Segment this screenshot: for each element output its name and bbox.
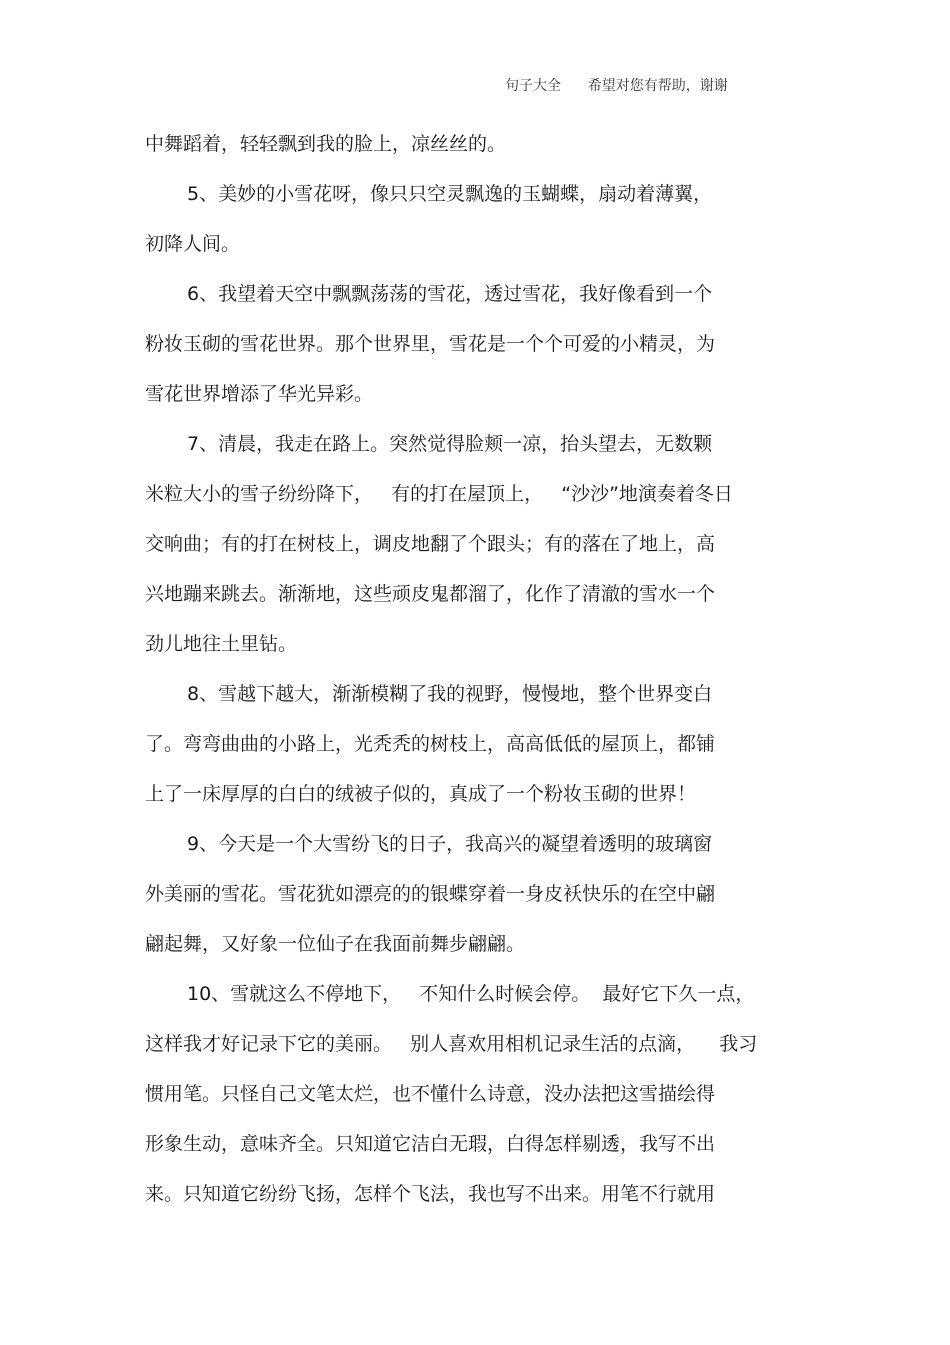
text-line: 上了一床厚厚的白白的绒被子似的，真成了一个粉妆玉砌的世界！ bbox=[145, 783, 697, 805]
text-line: 翩起舞，又好象一位仙子在我面前舞步翩翩。 bbox=[145, 933, 526, 955]
text-line: 米粒大小的雪子纷纷降下， 有的打在屋顶上， “沙沙”地演奏着冬日 bbox=[145, 483, 733, 505]
text-line: 形象生动，意味齐全。只知道它洁白无瑕，白得怎样剔透，我写不出 bbox=[145, 1133, 716, 1155]
text-line: 来。只知道它纷纷飞扬，怎样个飞法，我也写不出来。用笔不行就用 bbox=[145, 1183, 716, 1205]
text-line: 惯用笔。只怪自己文笔太烂，也不懂什么诗意，没办法把这雪描绘得 bbox=[145, 1083, 716, 1105]
text-line: 9、今天是一个大雪纷飞的日子，我高兴的凝望着透明的玻璃窗 bbox=[187, 833, 713, 855]
page-header: 句子大全 希望对您有帮助，谢谢 bbox=[505, 78, 728, 94]
text-line: 劲儿地往土里钻。 bbox=[145, 633, 298, 655]
text-line: 6、我望着天空中飘飘荡荡的雪花，透过雪花，我好像看到一个 bbox=[187, 283, 713, 305]
text-line: 7、清晨，我走在路上。突然觉得脸颊一凉，抬头望去，无数颗 bbox=[187, 433, 713, 455]
text-line: 中舞蹈着，轻轻飘到我的脸上，凉丝丝的。 bbox=[145, 133, 507, 155]
text-line: 这样我才好记录下它的美丽。 别人喜欢用相机记录生活的点滴， 我习 bbox=[145, 1033, 758, 1055]
text-line: 交响曲；有的打在树枝上，调皮地翻了个跟头；有的落在了地上，高 bbox=[145, 533, 716, 555]
text-line: 5、美妙的小雪花呀，像只只空灵飘逸的玉蝴蝶，扇动着薄翼， bbox=[187, 183, 713, 205]
text-line: 粉妆玉砌的雪花世界。那个世界里，雪花是一个个可爱的小精灵，为 bbox=[145, 333, 716, 355]
text-line: 兴地蹦来跳去。渐渐地，这些顽皮鬼都溜了，化作了清澈的雪水一个 bbox=[145, 583, 716, 605]
text-line: 外美丽的雪花。雪花犹如漂亮的的银蝶穿着一身皮袄快乐的在空中翩 bbox=[145, 883, 716, 905]
text-line: 雪花世界增添了华光异彩。 bbox=[145, 383, 374, 405]
text-line: 了。弯弯曲曲的小路上，光秃秃的树枝上，高高低低的屋顶上，都铺 bbox=[145, 733, 716, 755]
text-line: 8、雪越下越大，渐渐模糊了我的视野，慢慢地，整个世界变白 bbox=[187, 683, 713, 705]
text-line: 10、雪就这么不停地下， 不知什么时候会停。 最好它下久一点， bbox=[187, 983, 755, 1005]
text-line: 初降人间。 bbox=[145, 233, 241, 255]
